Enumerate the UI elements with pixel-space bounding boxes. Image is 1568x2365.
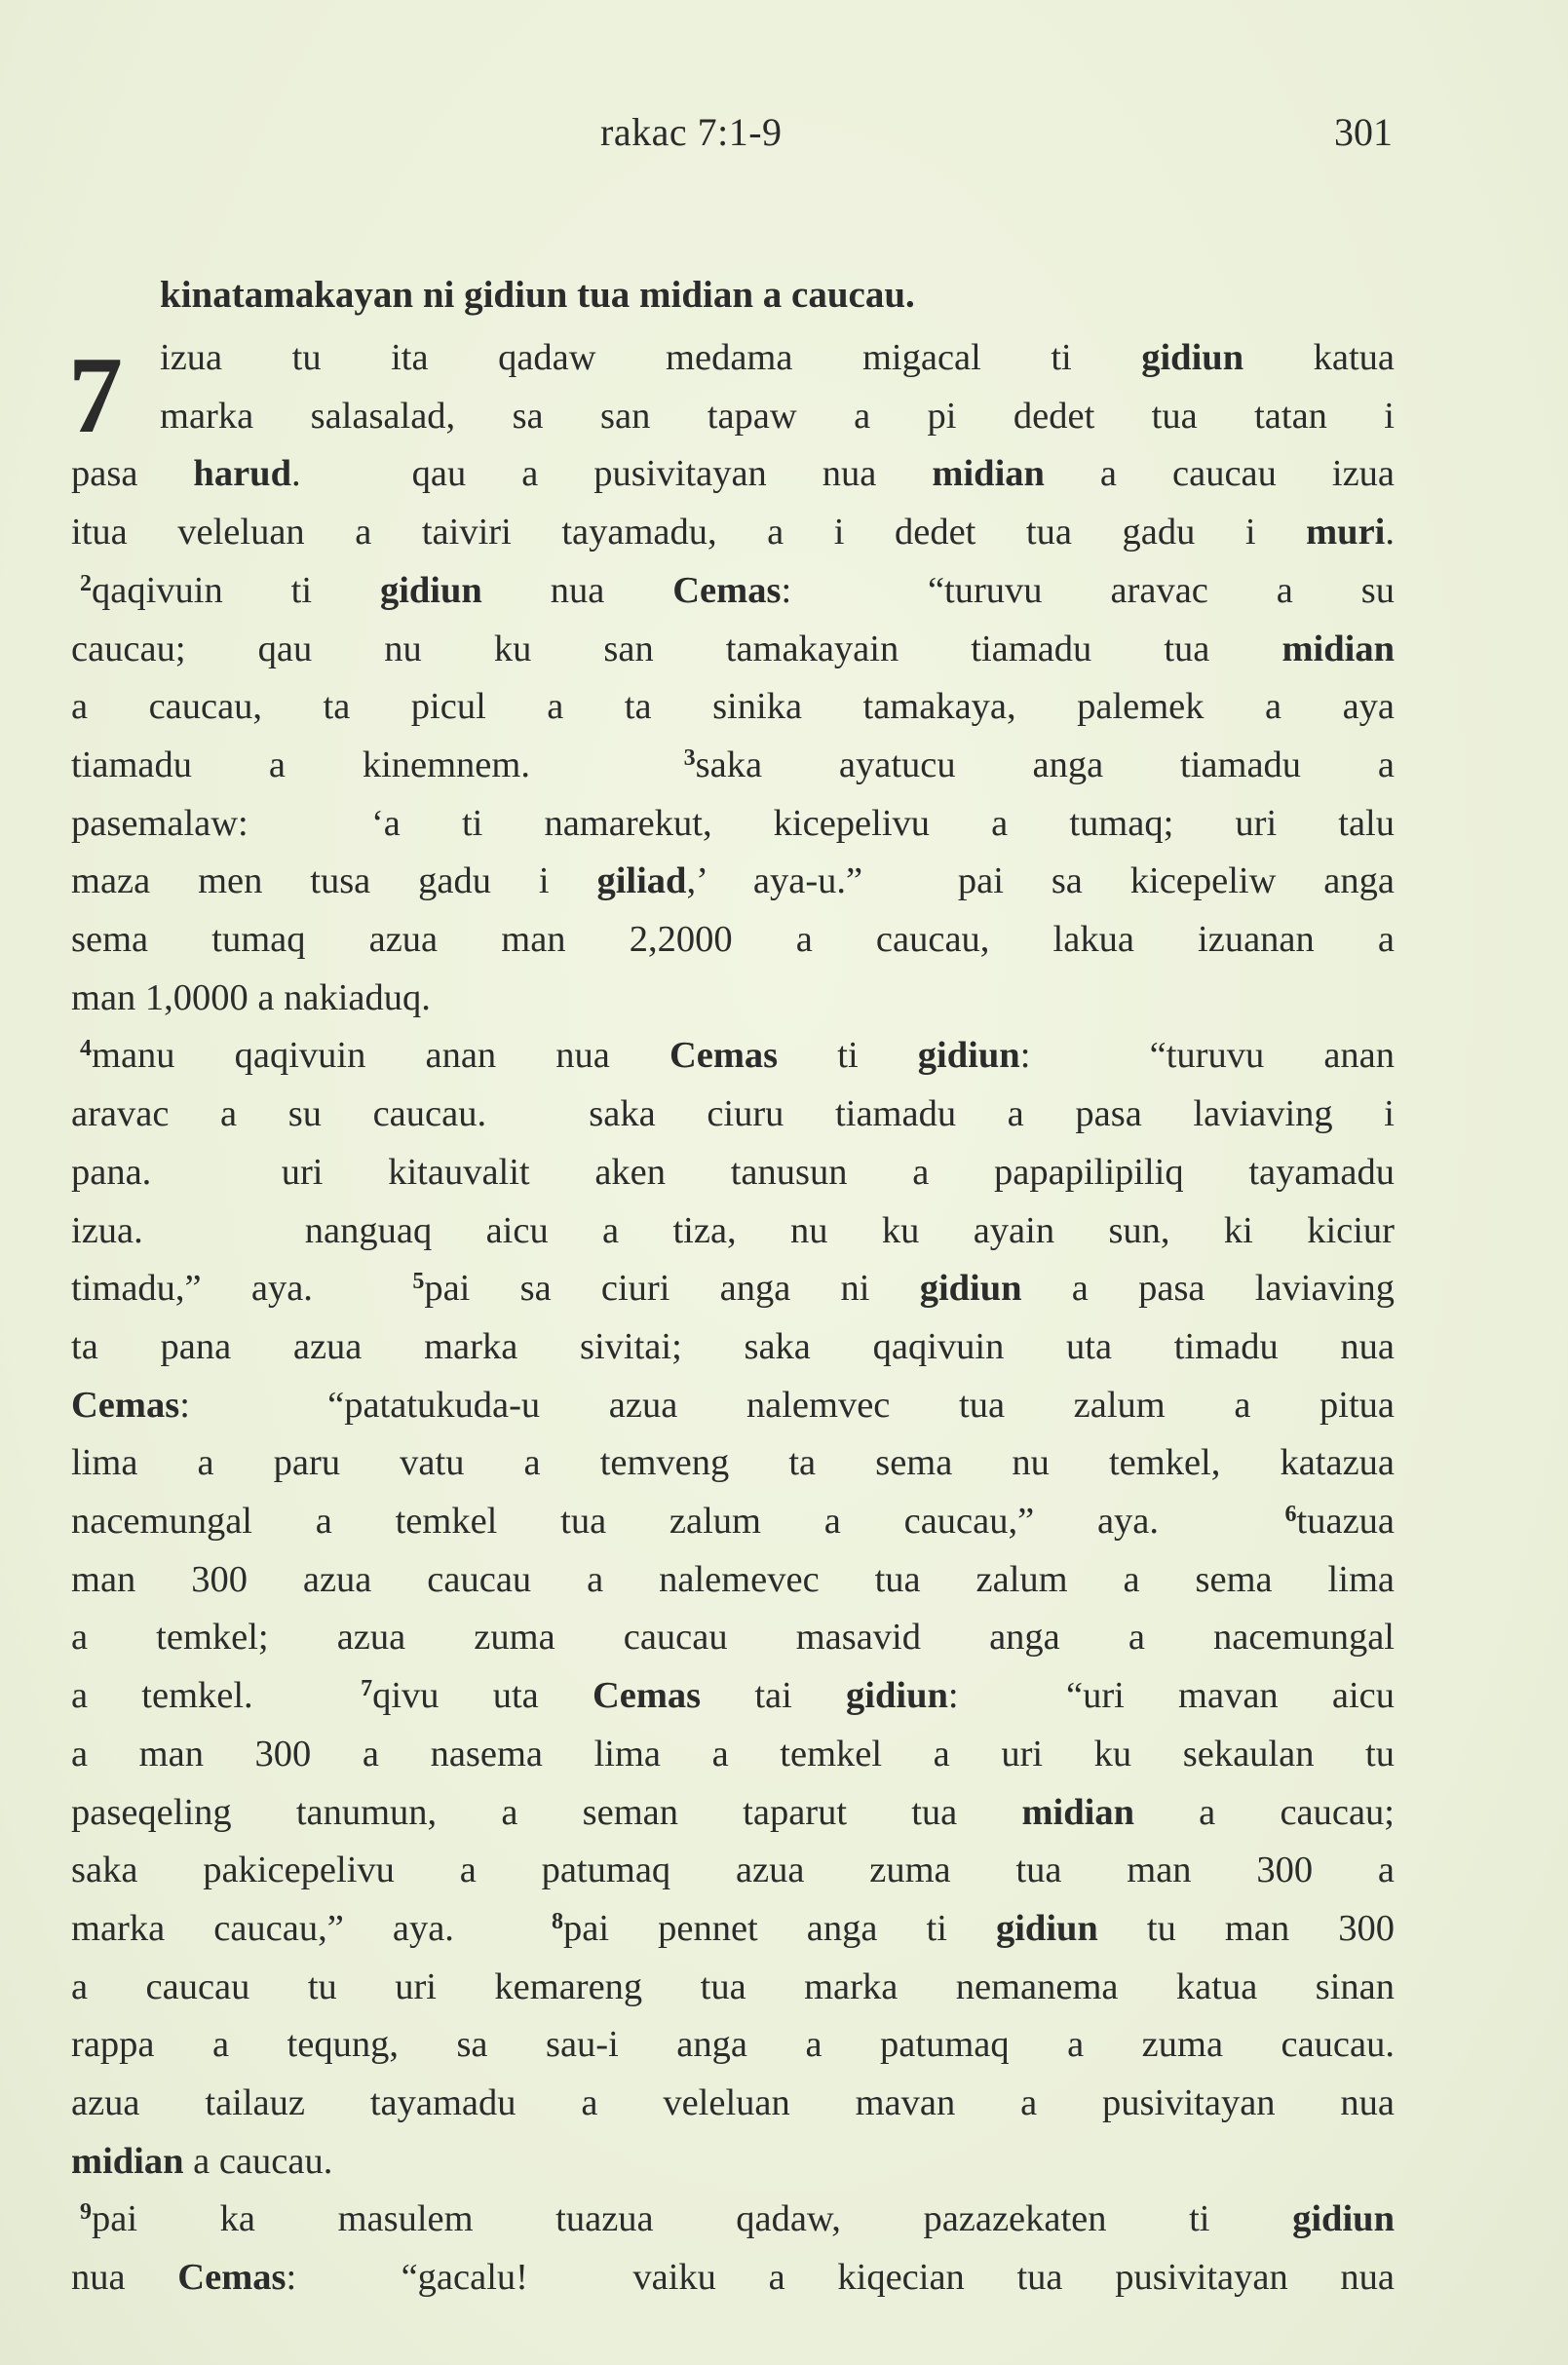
text-line (71, 625, 1395, 673)
text-run: timadu,” aya. (71, 1268, 413, 1310)
text-line (80, 1031, 1395, 1080)
text-line (80, 2194, 1395, 2243)
bold-name: midian (1281, 628, 1395, 669)
text-run: saka ayatucu anga tiamadu a (695, 744, 1395, 785)
text-run: ti (778, 1035, 918, 1077)
bold-name: midian (1021, 1791, 1134, 1833)
text-run: maza men tusa gadu i (71, 860, 597, 902)
text-run: tai (701, 1675, 847, 1717)
running-head (0, 109, 1568, 158)
bold-name: Cemas (669, 1035, 779, 1077)
text-line (71, 682, 1395, 731)
text-line (71, 449, 1395, 498)
text-run: tu man 300 (1097, 1907, 1395, 1949)
text-run: man 1,0000 a nakiaduq. (71, 976, 431, 1018)
text-run: : “turuvu aravac a su (781, 569, 1396, 611)
text-run: nacemungal a temkel tua zalum a caucau,” aya. (71, 1501, 1285, 1542)
text-run: a caucau tu uri kemareng tua marka nemanema katua sinan (71, 1965, 1395, 2007)
section-heading: kinatamakayan ni gidiun tua midian a caucau. (160, 274, 915, 316)
text-run: pasa (71, 453, 194, 495)
text-line (71, 1322, 1395, 1371)
text-run: izua tu ita qadaw medama migacal ti (160, 337, 1142, 378)
text-run: paseqeling tanumun, a seman taparut tua (71, 1791, 1022, 1833)
text-run: a caucau. (183, 2140, 333, 2182)
text-run: tuazua (1296, 1501, 1395, 1542)
bold-name: gidiun (379, 569, 482, 611)
text-run: marka caucau,” aya. (71, 1907, 553, 1949)
text-run: manu qaqivuin anan nua (92, 1035, 669, 1077)
text-line (71, 1963, 1395, 2011)
text-run: azua tailauz tayamadu a veleluan mavan a pusivitayan nua (71, 2082, 1395, 2123)
text-line (71, 1381, 1395, 1430)
text-run: tiamadu a kinemnem. (71, 744, 684, 785)
text-line (71, 857, 1395, 905)
text-line (71, 915, 1395, 964)
text-line (71, 1089, 1395, 1138)
text-line (71, 1904, 1395, 1953)
bold-name: midian (932, 453, 1045, 495)
verse-number: 8 (552, 1908, 564, 1934)
text-line (71, 1555, 1395, 1604)
text-line (71, 1206, 1395, 1255)
text-run: sema tumaq azua man 2,2000 a caucau, lakua izuanan a (71, 919, 1395, 960)
bold-name: Cemas (592, 1675, 702, 1717)
text-line (71, 508, 1395, 556)
text-line (71, 1613, 1395, 1661)
verse-number: 5 (412, 1269, 425, 1295)
text-line (71, 1148, 1395, 1197)
text-run: pai pennet anga ti (563, 1907, 996, 1949)
text-line (160, 392, 1395, 440)
bold-name: midian (71, 2140, 184, 2182)
text-line (71, 2020, 1395, 2069)
bold-name: gidiun (917, 1035, 1020, 1077)
bold-name: Cemas (71, 1384, 180, 1426)
bold-name: harud (193, 453, 291, 495)
chapter-number: 7 (68, 335, 123, 456)
text-line (160, 333, 1395, 382)
bold-name: gidiun (1141, 337, 1244, 378)
verse-number: 2 (80, 570, 92, 596)
text-run: a caucau; (1134, 1791, 1395, 1833)
text-line (71, 1846, 1395, 1894)
verse-number: 4 (80, 1036, 92, 1062)
text-line (71, 1788, 1395, 1837)
text-run: katua (1243, 337, 1396, 378)
text-run: a temkel. (71, 1675, 362, 1717)
text-run: izua. nanguaq aicu a tiza, nu ku ayain sun, ki kiciur (71, 1209, 1395, 1251)
text-run: : “patatukuda-u azua nalemvec tua zalum a pitua (179, 1384, 1395, 1426)
text-run: qivu uta (372, 1675, 593, 1717)
verse-number: 3 (683, 744, 696, 771)
bold-name: muri (1306, 512, 1386, 553)
text-run: marka salasalad, sa san tapaw a pi dedet tua tatan i (160, 395, 1395, 437)
text-line (71, 741, 1395, 789)
text-run: pasemalaw: ‘a ti namarekut, kicepelivu a tumaq; uri talu (71, 802, 1395, 844)
bold-name: Cemas (177, 2257, 287, 2299)
text-run: saka pakicepelivu a patumaq azua zuma tua man 300 a (71, 1850, 1395, 1891)
text-line (71, 1671, 1395, 1720)
text-run: : “turuvu anan (1019, 1035, 1395, 1077)
text-run: ,’ aya-u.” pai sa kicepeliw anga (686, 860, 1395, 902)
bold-name: gidiun (919, 1268, 1022, 1310)
bold-name: Cemas (672, 569, 782, 611)
text-run: a caucau, ta picul a ta sinika tamakaya, palemek a aya (71, 686, 1395, 728)
text-run: pai sa ciuri anga ni (424, 1268, 920, 1310)
text-run: pai ka masulem tuazua qadaw, pazazekaten ti (92, 2198, 1293, 2240)
text-run: nua (71, 2257, 178, 2299)
text-run: aravac a su caucau. saka ciuru tiamadu a pasa laviaving i (71, 1093, 1395, 1135)
text-run: caucau; qau nu ku san tamakayain tiamadu tua (71, 628, 1282, 669)
text-run: a temkel; azua zuma caucau masavid anga a nacemungal (71, 1617, 1395, 1659)
text-run: . (1385, 512, 1395, 553)
text-run: lima a paru vatu a temveng ta sema nu temkel, katazua (71, 1442, 1395, 1484)
text-run: . qau a pusivitayan nua (291, 453, 933, 495)
text-run: : “uri mavan aicu (947, 1675, 1395, 1717)
text-line (71, 2253, 1395, 2302)
text-line (71, 2137, 1395, 2186)
text-run: ta pana azua marka sivitai; saka qaqivuin uta timadu nua (71, 1325, 1395, 1367)
text-run: itua veleluan a taiviri tayamadu, a i dedet tua gadu i (71, 512, 1307, 553)
text-line (71, 973, 1395, 1022)
bold-name: gidiun (995, 1907, 1098, 1949)
bold-name: gidiun (1292, 2198, 1395, 2240)
text-run: a caucau izua (1044, 453, 1395, 495)
verse-number: 7 (361, 1676, 373, 1702)
bold-name: giliad (596, 860, 687, 902)
text-line (80, 566, 1395, 615)
text-line (71, 2079, 1395, 2127)
text-run: nua (481, 569, 673, 611)
text-run: : “gacalu! vaiku a kiqecian tua pusivitayan nua (286, 2257, 1396, 2299)
running-head-title: rakac 7:1-9 (600, 110, 783, 154)
text-line (71, 1730, 1395, 1778)
bold-name: gidiun (846, 1675, 948, 1717)
page-number: 301 (1334, 110, 1393, 154)
text-run: a pasa laviaving (1021, 1268, 1396, 1310)
text-line (71, 799, 1395, 848)
text-run: man 300 azua caucau a nalemevec tua zalum a sema lima (71, 1558, 1395, 1600)
verse-number: 6 (1284, 1502, 1297, 1527)
text-line (71, 1497, 1395, 1545)
text-line (71, 1264, 1395, 1313)
text-run: qaqivuin ti (92, 569, 380, 611)
text-line (71, 1438, 1395, 1487)
text-run: rappa a tequng, sa sau-i anga a patumaq a zuma caucau. (71, 2024, 1395, 2066)
text-run: pana. uri kitauvalit aken tanusun a papapilipiliq tayamadu (71, 1151, 1395, 1193)
verse-number: 9 (80, 2199, 92, 2226)
text-run: a man 300 a nasema lima a temkel a uri ku sekaulan tu (71, 1733, 1395, 1774)
